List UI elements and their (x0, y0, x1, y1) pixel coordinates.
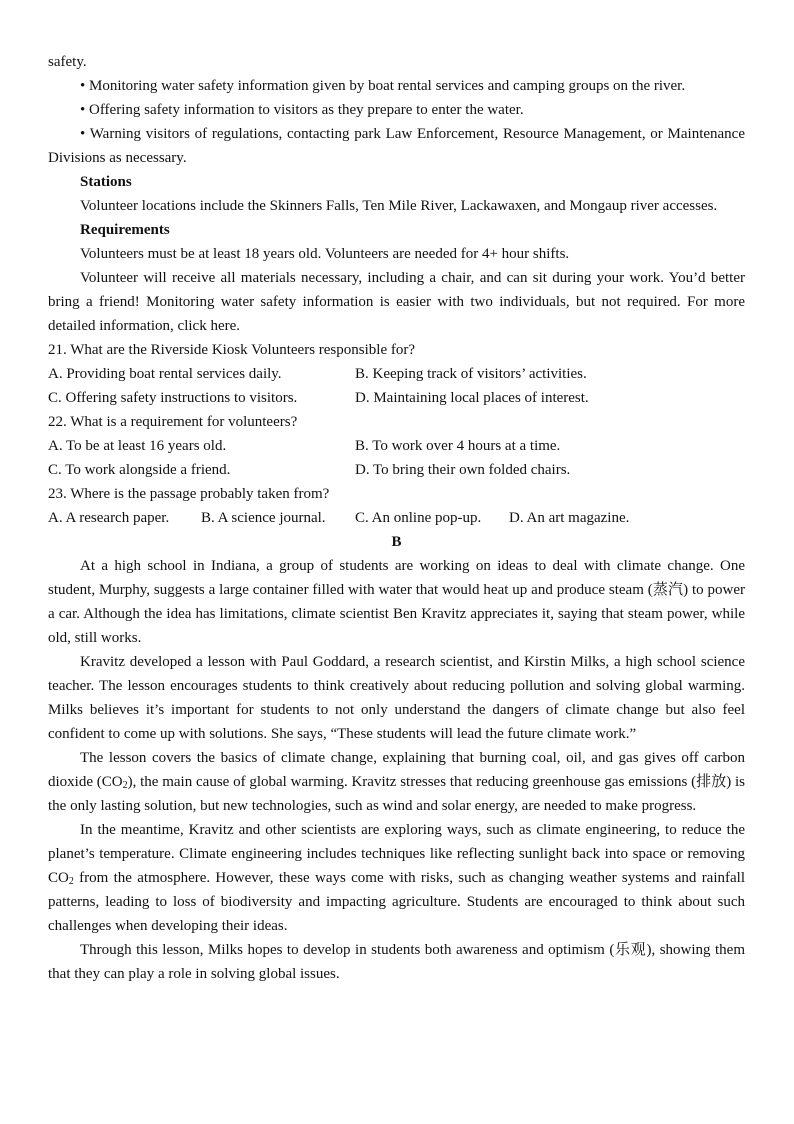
paragraph-text: The lesson covers the basics of climate change, explaining that burning coal, oil, and gas gives off carbon dioxide (CO (48, 750, 745, 790)
options-row (48, 506, 745, 530)
option-a: A. A research paper. (48, 510, 170, 526)
question-21 (48, 338, 745, 410)
requirements-text: Volunteers must be at least 18 years old. Volunteers are needed for 4+ hour shifts. (80, 246, 570, 262)
question-23 (48, 482, 745, 530)
document-page (48, 50, 745, 986)
option-c: C. To work alongside a friend. (48, 462, 231, 478)
options-row (48, 386, 745, 410)
question-stem: 23. Where is the passage probably taken from? (48, 486, 330, 502)
passage-b-label: B (391, 534, 402, 550)
passage-b-paragraph: At a high school in Indiana, a group of students are working on ideas to deal with climate change. One student, Murphy, suggests a large container filled with water that would heat up and produce steam (蒸汽) to power a car. Although the idea has limitations, climate scientist Ben Kravitz appreciates it, saying that steam power, while old, still works. (48, 558, 745, 646)
subscript: 2 (122, 780, 128, 791)
option-a: A. Providing boat rental services daily. (48, 366, 282, 382)
passage-b-paragraph: Kravitz developed a lesson with Paul Goddard, a research scientist, and Kirstin Milks, a high school science teacher. The lesson encourages students to think creatively about reducing pollution and solving global warming. Milks believes it’s important for students to not only understand the dangers of climate change but also feel confident to come up with solutions. She says, “These students will lead the future climate work.” (48, 654, 745, 742)
option-c: C. Offering safety instructions to visitors. (48, 390, 298, 406)
option-d: D. Maintaining local places of interest. (355, 390, 589, 406)
options-row (48, 434, 745, 458)
paragraph-text: ), the main cause of global warming. Kravitz stresses that reducing greenhouse gas emissions (排放) is the only lasting solution, but new technologies, such as wind and solar energy, are needed to make progress. (48, 774, 745, 814)
passage-b-paragraph (48, 746, 745, 818)
question-22 (48, 410, 745, 482)
options-row (48, 362, 745, 386)
option-b: B. Keeping track of visitors’ activities. (355, 366, 587, 382)
question-stem: 21. What are the Riverside Kiosk Volunteers responsible for? (48, 342, 416, 358)
bullet-item: • Offering safety information to visitors as they prepare to enter the water. (80, 102, 524, 118)
passage-b-paragraph (48, 818, 745, 938)
option-c: C. An online pop-up. (355, 510, 482, 526)
requirements-heading: Requirements (80, 222, 170, 238)
option-b: B. A science journal. (201, 510, 326, 526)
paragraph-text: from the atmosphere. However, these ways come with risks, such as changing weather systems and rainfall patterns, leading to loss of biodiversity and impacting agriculture. Students are encouraged to think about such challenges when developing their ideas. (48, 870, 745, 934)
paragraph-text: In the meantime, Kravitz and other scientists are exploring ways, such as climate engineering, to reduce the planet’s temperature. Climate engineering includes techniques like reflecting sunlight back into space or removing CO (48, 822, 745, 886)
option-d: D. An art magazine. (509, 510, 630, 526)
subscript: 2 (68, 876, 74, 887)
requirements-text: Volunteer will receive all materials necessary, including a chair, and can sit during your work. You’d better bring a friend! Monitoring water safety information is easier with two individuals, but not required. For more detailed information, click here. (48, 270, 745, 334)
option-b: B. To work over 4 hours at a time. (355, 438, 561, 454)
option-d: D. To bring their own folded chairs. (355, 462, 571, 478)
continued-text: safety. (48, 54, 87, 70)
question-stem: 22. What is a requirement for volunteers? (48, 414, 298, 430)
passage-b-paragraph: Through this lesson, Milks hopes to develop in students both awareness and optimism (乐观), showing them that they can play a role in solving global issues. (48, 942, 745, 982)
stations-text: Volunteer locations include the Skinners Falls, Ten Mile River, Lackawaxen, and Mongaup river accesses. (80, 198, 718, 214)
stations-heading: Stations (80, 174, 132, 190)
options-row (48, 458, 745, 482)
bullet-item: • Warning visitors of regulations, contacting park Law Enforcement, Resource Management, or Maintenance Divisions as necessary. (48, 126, 745, 166)
option-a: A. To be at least 16 years old. (48, 438, 227, 454)
bullet-item: • Monitoring water safety information given by boat rental services and camping groups on the river. (80, 78, 686, 94)
